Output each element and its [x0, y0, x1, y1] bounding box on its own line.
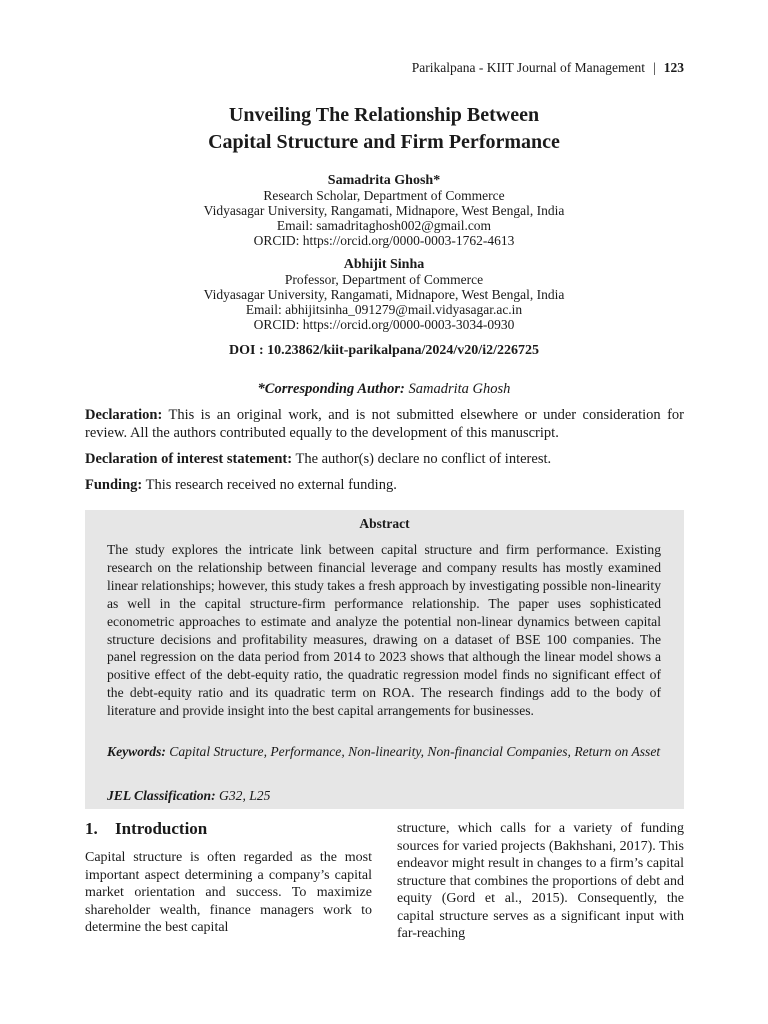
keywords — [107, 743, 661, 761]
author-block-1 — [0, 173, 768, 248]
abstract-box — [85, 510, 684, 809]
title-line-2: Capital Structure and Firm Performance — [208, 131, 560, 153]
corresponding-label: *Corresponding Author: — [257, 381, 405, 397]
jel-label: JEL Classification: — [107, 788, 216, 803]
author-affiliation: Vidyasagar University, Rangamati, Midnapore, West Bengal, India — [203, 287, 565, 302]
abstract-text: The study explores the intricate link between capital structure and firm performance. Existing research on the relationship between financial leverage and company results has mostly examined linear relationships; however, this study takes a fresh approach by investigating possible non-linearity as well in the capital structure-firm performance relationship. The paper uses sophisticated econometric approaches to estimate and analyze the potential non-linear dynamics between capital structure decisions and profitability measures, drawing on a dataset of BSE 100 companies. The panel regression on the data period from 2014 to 2023 shows that although the linear model shows a positive effect of the debt-equity ratio, the quadratic regression model finds no significant effect of the debt-equity ratio and its quadratic term on ROA. The research findings add to the body of literature and provide insight into the best capital arrangements for businesses. — [107, 542, 661, 719]
author-affiliation: Vidyasagar University, Rangamati, Midnapore, West Bengal, India — [203, 203, 565, 218]
corresponding-author — [0, 381, 768, 398]
author-email: Email: abhijitsinha_091279@mail.vidyasagar.ac.in — [245, 302, 523, 317]
funding-label: Funding: — [85, 477, 143, 493]
funding-text: This research received no external funding. — [142, 477, 397, 493]
declaration-text: This is an original work, and is not submitted elsewhere or under consideration for review. All the authors contributed equally to the development of this manuscript. — [85, 407, 684, 441]
body-column-right: structure, which calls for a variety of funding sources for varied projects (Bakhshani, 2017). This endeavor might result in changes to a firm’s capital structure that combines the proportions of debt and equity (Gord et al., 2015). Consequently, the capital structure serves as a significant input with far-reaching — [397, 821, 684, 941]
section-title: Introduction — [115, 819, 208, 838]
author-orcid: ORCID: https://orcid.org/0000-0003-1762-4613 — [253, 233, 515, 248]
running-header — [0, 60, 684, 76]
author-role: Professor, Department of Commerce — [284, 272, 484, 287]
interest-statement — [85, 450, 684, 468]
page-number: 123 — [663, 60, 684, 75]
section-number: 1. — [85, 819, 98, 838]
author-role: Research Scholar, Department of Commerce — [263, 188, 505, 203]
author-name: Samadrita Ghosh* — [327, 173, 441, 188]
author-email: Email: samadritaghosh002@gmail.com — [276, 218, 492, 233]
journal-name: Parikalpana - KIIT Journal of Management — [411, 60, 646, 75]
keywords-label: Keywords: — [107, 744, 166, 759]
jel-classification — [107, 788, 661, 804]
section-heading — [85, 819, 207, 839]
author-block-2 — [0, 257, 768, 332]
body-column-left: Capital structure is often regarded as the most important aspect determining a company’s capital market orientation and success. To maximize shareholder wealth, finance managers work to determine the best capital — [85, 850, 372, 935]
interest-label: Declaration of interest statement: — [85, 451, 293, 467]
corresponding-name: Samadrita Ghosh — [408, 381, 511, 397]
author-name: Abhijit Sinha — [343, 257, 425, 272]
declaration-label: Declaration: — [85, 407, 163, 423]
title-line-1: Unveiling The Relationship Between — [228, 104, 540, 126]
declaration — [85, 406, 684, 442]
doi: DOI : 10.23862/kiit-parikalpana/2024/v20/i2/226725 — [229, 343, 539, 358]
header-separator: | — [653, 60, 656, 75]
interest-text: The author(s) declare no conflict of interest. — [292, 451, 552, 467]
funding-statement — [85, 476, 684, 494]
jel-text: G32, L25 — [215, 788, 271, 803]
author-orcid: ORCID: https://orcid.org/0000-0003-3034-0930 — [253, 317, 515, 332]
abstract-heading: Abstract — [359, 516, 410, 531]
keywords-text: Capital Structure, Performance, Non-linearity, Non-financial Companies, Return on Asset — [165, 744, 661, 759]
paper-title — [0, 102, 768, 156]
